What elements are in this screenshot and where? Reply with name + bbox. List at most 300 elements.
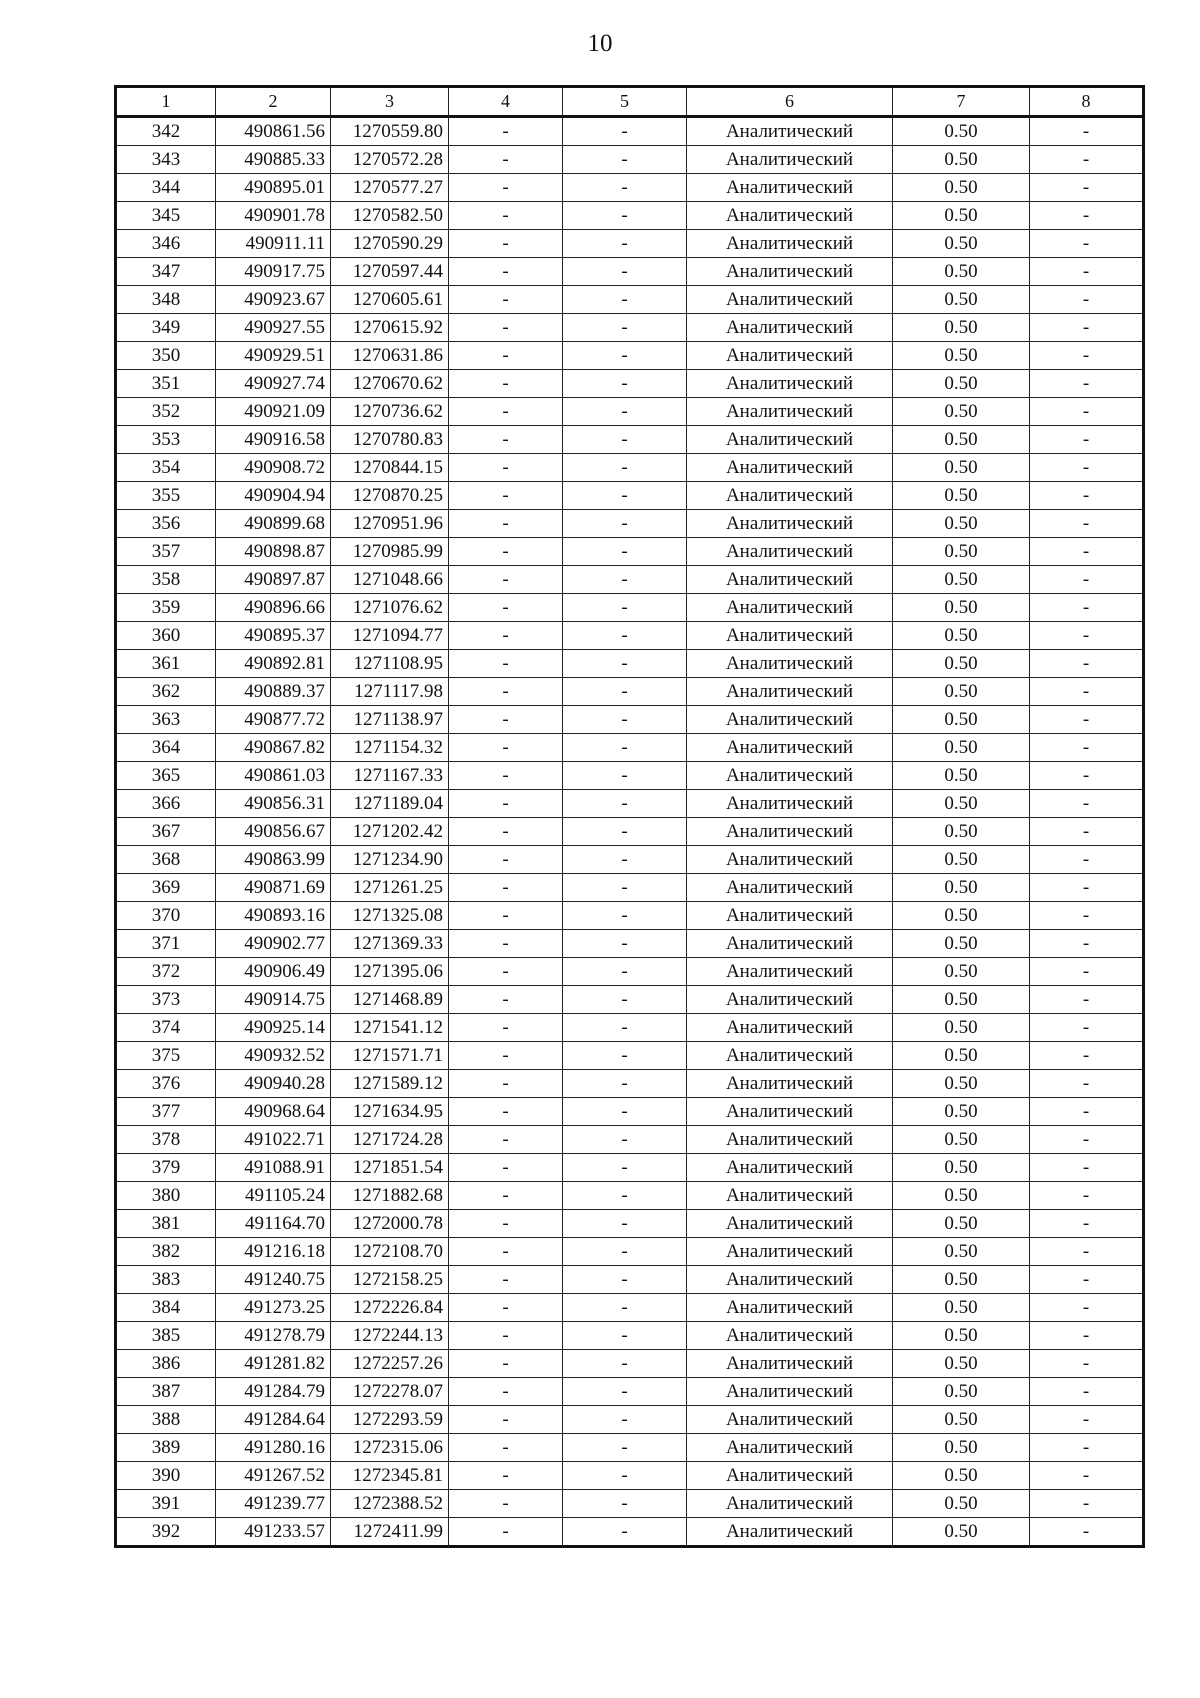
- column-4-cell: -: [449, 117, 563, 146]
- column-4-cell: -: [449, 986, 563, 1014]
- column-8-cell: -: [1030, 874, 1144, 902]
- accuracy-cell: 0.50: [893, 230, 1030, 258]
- x-coordinate-cell: 490923.67: [216, 286, 331, 314]
- point-number-cell: 385: [116, 1322, 216, 1350]
- point-number-cell: 360: [116, 622, 216, 650]
- table-row: [116, 1378, 1144, 1406]
- column-5-cell: -: [563, 902, 687, 930]
- column-5-cell: -: [563, 622, 687, 650]
- y-coordinate-cell: 1271154.32: [331, 734, 449, 762]
- column-5-cell: -: [563, 538, 687, 566]
- method-cell: Аналитический: [687, 1322, 893, 1350]
- point-number-cell: 354: [116, 454, 216, 482]
- coordinates-table: [114, 85, 1145, 1548]
- point-number-cell: 390: [116, 1462, 216, 1490]
- x-coordinate-cell: 491105.24: [216, 1182, 331, 1210]
- table-row: [116, 230, 1144, 258]
- column-4-cell: -: [449, 1126, 563, 1154]
- point-number-cell: 361: [116, 650, 216, 678]
- x-coordinate-cell: 490899.68: [216, 510, 331, 538]
- y-coordinate-cell: 1271369.33: [331, 930, 449, 958]
- column-5-cell: -: [563, 790, 687, 818]
- y-coordinate-cell: 1270582.50: [331, 202, 449, 230]
- x-coordinate-cell: 490906.49: [216, 958, 331, 986]
- accuracy-cell: 0.50: [893, 258, 1030, 286]
- table-row: [116, 1322, 1144, 1350]
- column-4-cell: -: [449, 258, 563, 286]
- method-cell: Аналитический: [687, 1518, 893, 1547]
- method-cell: Аналитический: [687, 174, 893, 202]
- column-4-cell: -: [449, 426, 563, 454]
- point-number-cell: 381: [116, 1210, 216, 1238]
- column-header: 6: [687, 87, 893, 117]
- x-coordinate-cell: 490895.01: [216, 174, 331, 202]
- y-coordinate-cell: 1271189.04: [331, 790, 449, 818]
- y-coordinate-cell: 1270615.92: [331, 314, 449, 342]
- column-5-cell: -: [563, 146, 687, 174]
- y-coordinate-cell: 1271882.68: [331, 1182, 449, 1210]
- column-5-cell: -: [563, 1182, 687, 1210]
- column-8-cell: -: [1030, 1238, 1144, 1266]
- accuracy-cell: 0.50: [893, 510, 1030, 538]
- accuracy-cell: 0.50: [893, 1350, 1030, 1378]
- column-5-cell: -: [563, 986, 687, 1014]
- table-row: [116, 1098, 1144, 1126]
- column-5-cell: -: [563, 1014, 687, 1042]
- y-coordinate-cell: 1271325.08: [331, 902, 449, 930]
- column-4-cell: -: [449, 762, 563, 790]
- point-number-cell: 367: [116, 818, 216, 846]
- accuracy-cell: 0.50: [893, 1518, 1030, 1547]
- table-row: [116, 370, 1144, 398]
- accuracy-cell: 0.50: [893, 482, 1030, 510]
- point-number-cell: 376: [116, 1070, 216, 1098]
- x-coordinate-cell: 491284.64: [216, 1406, 331, 1434]
- y-coordinate-cell: 1271234.90: [331, 846, 449, 874]
- table-row: [116, 678, 1144, 706]
- column-8-cell: -: [1030, 566, 1144, 594]
- point-number-cell: 382: [116, 1238, 216, 1266]
- column-5-cell: -: [563, 1490, 687, 1518]
- table-row: [116, 202, 1144, 230]
- y-coordinate-cell: 1271541.12: [331, 1014, 449, 1042]
- table-row: [116, 538, 1144, 566]
- method-cell: Аналитический: [687, 594, 893, 622]
- column-5-cell: -: [563, 734, 687, 762]
- column-8-cell: -: [1030, 1098, 1144, 1126]
- y-coordinate-cell: 1270780.83: [331, 426, 449, 454]
- point-number-cell: 351: [116, 370, 216, 398]
- table-row: [116, 1126, 1144, 1154]
- table-row: [116, 986, 1144, 1014]
- x-coordinate-cell: 490921.09: [216, 398, 331, 426]
- column-4-cell: -: [449, 958, 563, 986]
- table-row: [116, 117, 1144, 146]
- table-row: [116, 174, 1144, 202]
- method-cell: Аналитический: [687, 790, 893, 818]
- column-5-cell: -: [563, 1350, 687, 1378]
- table-row: [116, 1154, 1144, 1182]
- y-coordinate-cell: 1271048.66: [331, 566, 449, 594]
- column-8-cell: -: [1030, 1154, 1144, 1182]
- x-coordinate-cell: 490889.37: [216, 678, 331, 706]
- point-number-cell: 345: [116, 202, 216, 230]
- x-coordinate-cell: 491281.82: [216, 1350, 331, 1378]
- accuracy-cell: 0.50: [893, 1266, 1030, 1294]
- y-coordinate-cell: 1272345.81: [331, 1462, 449, 1490]
- y-coordinate-cell: 1272226.84: [331, 1294, 449, 1322]
- column-8-cell: -: [1030, 594, 1144, 622]
- y-coordinate-cell: 1272278.07: [331, 1378, 449, 1406]
- column-5-cell: -: [563, 1042, 687, 1070]
- method-cell: Аналитический: [687, 1042, 893, 1070]
- point-number-cell: 348: [116, 286, 216, 314]
- method-cell: Аналитический: [687, 314, 893, 342]
- accuracy-cell: 0.50: [893, 930, 1030, 958]
- column-4-cell: -: [449, 1182, 563, 1210]
- method-cell: Аналитический: [687, 566, 893, 594]
- point-number-cell: 346: [116, 230, 216, 258]
- column-4-cell: -: [449, 790, 563, 818]
- method-cell: Аналитический: [687, 986, 893, 1014]
- method-cell: Аналитический: [687, 1070, 893, 1098]
- table-row: [116, 1406, 1144, 1434]
- x-coordinate-cell: 491273.25: [216, 1294, 331, 1322]
- column-4-cell: -: [449, 1406, 563, 1434]
- table-row: [116, 398, 1144, 426]
- point-number-cell: 356: [116, 510, 216, 538]
- column-8-cell: -: [1030, 230, 1144, 258]
- column-8-cell: -: [1030, 1406, 1144, 1434]
- accuracy-cell: 0.50: [893, 1126, 1030, 1154]
- column-5-cell: -: [563, 566, 687, 594]
- point-number-cell: 353: [116, 426, 216, 454]
- point-number-cell: 371: [116, 930, 216, 958]
- column-8-cell: -: [1030, 622, 1144, 650]
- column-4-cell: -: [449, 622, 563, 650]
- accuracy-cell: 0.50: [893, 202, 1030, 230]
- y-coordinate-cell: 1271468.89: [331, 986, 449, 1014]
- x-coordinate-cell: 490925.14: [216, 1014, 331, 1042]
- column-4-cell: -: [449, 230, 563, 258]
- x-coordinate-cell: 491278.79: [216, 1322, 331, 1350]
- column-8-cell: -: [1030, 482, 1144, 510]
- accuracy-cell: 0.50: [893, 734, 1030, 762]
- column-header: 8: [1030, 87, 1144, 117]
- x-coordinate-cell: 490877.72: [216, 706, 331, 734]
- accuracy-cell: 0.50: [893, 1490, 1030, 1518]
- column-8-cell: -: [1030, 454, 1144, 482]
- method-cell: Аналитический: [687, 1238, 893, 1266]
- column-5-cell: -: [563, 1266, 687, 1294]
- y-coordinate-cell: 1271261.25: [331, 874, 449, 902]
- accuracy-cell: 0.50: [893, 818, 1030, 846]
- x-coordinate-cell: 491239.77: [216, 1490, 331, 1518]
- x-coordinate-cell: 490867.82: [216, 734, 331, 762]
- column-8-cell: -: [1030, 1378, 1144, 1406]
- column-4-cell: -: [449, 734, 563, 762]
- column-8-cell: -: [1030, 1462, 1144, 1490]
- point-number-cell: 372: [116, 958, 216, 986]
- column-5-cell: -: [563, 958, 687, 986]
- y-coordinate-cell: 1271589.12: [331, 1070, 449, 1098]
- table-row: [116, 1434, 1144, 1462]
- accuracy-cell: 0.50: [893, 1294, 1030, 1322]
- point-number-cell: 355: [116, 482, 216, 510]
- column-5-cell: -: [563, 930, 687, 958]
- method-cell: Аналитический: [687, 734, 893, 762]
- column-5-cell: -: [563, 1098, 687, 1126]
- column-header: 4: [449, 87, 563, 117]
- column-5-cell: -: [563, 230, 687, 258]
- column-8-cell: -: [1030, 258, 1144, 286]
- x-coordinate-cell: 490902.77: [216, 930, 331, 958]
- x-coordinate-cell: 490892.81: [216, 650, 331, 678]
- table-row: [116, 930, 1144, 958]
- accuracy-cell: 0.50: [893, 538, 1030, 566]
- column-8-cell: -: [1030, 314, 1144, 342]
- column-4-cell: -: [449, 1350, 563, 1378]
- table-row: [116, 1490, 1144, 1518]
- column-4-cell: -: [449, 594, 563, 622]
- column-8-cell: -: [1030, 1182, 1144, 1210]
- column-4-cell: -: [449, 1098, 563, 1126]
- column-5-cell: -: [563, 286, 687, 314]
- column-8-cell: -: [1030, 706, 1144, 734]
- table-row: [116, 510, 1144, 538]
- accuracy-cell: 0.50: [893, 1434, 1030, 1462]
- y-coordinate-cell: 1272244.13: [331, 1322, 449, 1350]
- y-coordinate-cell: 1272158.25: [331, 1266, 449, 1294]
- accuracy-cell: 0.50: [893, 342, 1030, 370]
- y-coordinate-cell: 1270577.27: [331, 174, 449, 202]
- column-5-cell: -: [563, 1126, 687, 1154]
- x-coordinate-cell: 490932.52: [216, 1042, 331, 1070]
- accuracy-cell: 0.50: [893, 650, 1030, 678]
- accuracy-cell: 0.50: [893, 622, 1030, 650]
- x-coordinate-cell: 490916.58: [216, 426, 331, 454]
- x-coordinate-cell: 490895.37: [216, 622, 331, 650]
- accuracy-cell: 0.50: [893, 1014, 1030, 1042]
- column-5-cell: -: [563, 1154, 687, 1182]
- y-coordinate-cell: 1272411.99: [331, 1518, 449, 1547]
- x-coordinate-cell: 490927.74: [216, 370, 331, 398]
- column-4-cell: -: [449, 1518, 563, 1547]
- x-coordinate-cell: 490968.64: [216, 1098, 331, 1126]
- column-4-cell: -: [449, 174, 563, 202]
- column-4-cell: -: [449, 342, 563, 370]
- y-coordinate-cell: 1271202.42: [331, 818, 449, 846]
- table-row: [116, 1042, 1144, 1070]
- accuracy-cell: 0.50: [893, 846, 1030, 874]
- column-8-cell: -: [1030, 1350, 1144, 1378]
- accuracy-cell: 0.50: [893, 426, 1030, 454]
- column-8-cell: -: [1030, 762, 1144, 790]
- column-8-cell: -: [1030, 1518, 1144, 1547]
- column-4-cell: -: [449, 1042, 563, 1070]
- column-5-cell: -: [563, 874, 687, 902]
- method-cell: Аналитический: [687, 1014, 893, 1042]
- point-number-cell: 383: [116, 1266, 216, 1294]
- table-row: [116, 874, 1144, 902]
- column-4-cell: -: [449, 1378, 563, 1406]
- column-5-cell: -: [563, 762, 687, 790]
- column-8-cell: -: [1030, 734, 1144, 762]
- point-number-cell: 342: [116, 117, 216, 146]
- accuracy-cell: 0.50: [893, 874, 1030, 902]
- column-8-cell: -: [1030, 790, 1144, 818]
- point-number-cell: 357: [116, 538, 216, 566]
- column-8-cell: -: [1030, 174, 1144, 202]
- x-coordinate-cell: 491240.75: [216, 1266, 331, 1294]
- column-5-cell: -: [563, 1210, 687, 1238]
- column-4-cell: -: [449, 482, 563, 510]
- point-number-cell: 347: [116, 258, 216, 286]
- x-coordinate-cell: 490896.66: [216, 594, 331, 622]
- column-5-cell: -: [563, 342, 687, 370]
- column-5-cell: -: [563, 818, 687, 846]
- method-cell: Аналитический: [687, 146, 893, 174]
- y-coordinate-cell: 1271076.62: [331, 594, 449, 622]
- method-cell: Аналитический: [687, 538, 893, 566]
- x-coordinate-cell: 490908.72: [216, 454, 331, 482]
- column-5-cell: -: [563, 314, 687, 342]
- column-4-cell: -: [449, 650, 563, 678]
- x-coordinate-cell: 491267.52: [216, 1462, 331, 1490]
- column-4-cell: -: [449, 1266, 563, 1294]
- column-4-cell: -: [449, 1154, 563, 1182]
- y-coordinate-cell: 1271634.95: [331, 1098, 449, 1126]
- accuracy-cell: 0.50: [893, 1182, 1030, 1210]
- accuracy-cell: 0.50: [893, 398, 1030, 426]
- y-coordinate-cell: 1270951.96: [331, 510, 449, 538]
- column-8-cell: -: [1030, 370, 1144, 398]
- column-5-cell: -: [563, 678, 687, 706]
- column-8-cell: -: [1030, 538, 1144, 566]
- method-cell: Аналитический: [687, 846, 893, 874]
- table-row: [116, 482, 1144, 510]
- column-5-cell: -: [563, 454, 687, 482]
- point-number-cell: 379: [116, 1154, 216, 1182]
- x-coordinate-cell: 490904.94: [216, 482, 331, 510]
- method-cell: Аналитический: [687, 1126, 893, 1154]
- column-5-cell: -: [563, 1462, 687, 1490]
- column-4-cell: -: [449, 454, 563, 482]
- column-4-cell: -: [449, 1490, 563, 1518]
- column-8-cell: -: [1030, 286, 1144, 314]
- column-5-cell: -: [563, 1322, 687, 1350]
- accuracy-cell: 0.50: [893, 286, 1030, 314]
- y-coordinate-cell: 1272108.70: [331, 1238, 449, 1266]
- accuracy-cell: 0.50: [893, 1378, 1030, 1406]
- point-number-cell: 344: [116, 174, 216, 202]
- column-4-cell: -: [449, 566, 563, 594]
- method-cell: Аналитический: [687, 818, 893, 846]
- x-coordinate-cell: 490917.75: [216, 258, 331, 286]
- table-row: [116, 818, 1144, 846]
- table-row: [116, 426, 1144, 454]
- table-row: [116, 314, 1144, 342]
- column-5-cell: -: [563, 510, 687, 538]
- point-number-cell: 388: [116, 1406, 216, 1434]
- column-8-cell: -: [1030, 1266, 1144, 1294]
- page-number: 10: [587, 30, 613, 57]
- column-8-cell: -: [1030, 1014, 1144, 1042]
- column-4-cell: -: [449, 1434, 563, 1462]
- column-4-cell: -: [449, 818, 563, 846]
- y-coordinate-cell: 1270605.61: [331, 286, 449, 314]
- y-coordinate-cell: 1270631.86: [331, 342, 449, 370]
- table-row: [116, 958, 1144, 986]
- y-coordinate-cell: 1271108.95: [331, 650, 449, 678]
- method-cell: Аналитический: [687, 1378, 893, 1406]
- accuracy-cell: 0.50: [893, 986, 1030, 1014]
- point-number-cell: 386: [116, 1350, 216, 1378]
- column-5-cell: -: [563, 117, 687, 146]
- column-8-cell: -: [1030, 650, 1144, 678]
- column-5-cell: -: [563, 1406, 687, 1434]
- y-coordinate-cell: 1270844.15: [331, 454, 449, 482]
- table-row: [116, 706, 1144, 734]
- table-row: [116, 286, 1144, 314]
- column-5-cell: -: [563, 650, 687, 678]
- x-coordinate-cell: 490856.67: [216, 818, 331, 846]
- accuracy-cell: 0.50: [893, 454, 1030, 482]
- y-coordinate-cell: 1272315.06: [331, 1434, 449, 1462]
- point-number-cell: 352: [116, 398, 216, 426]
- x-coordinate-cell: 490861.56: [216, 117, 331, 146]
- x-coordinate-cell: 490914.75: [216, 986, 331, 1014]
- y-coordinate-cell: 1272293.59: [331, 1406, 449, 1434]
- x-coordinate-cell: 490871.69: [216, 874, 331, 902]
- accuracy-cell: 0.50: [893, 1070, 1030, 1098]
- x-coordinate-cell: 490927.55: [216, 314, 331, 342]
- column-5-cell: -: [563, 1238, 687, 1266]
- method-cell: Аналитический: [687, 1434, 893, 1462]
- x-coordinate-cell: 490893.16: [216, 902, 331, 930]
- method-cell: Аналитический: [687, 1350, 893, 1378]
- accuracy-cell: 0.50: [893, 958, 1030, 986]
- method-cell: Аналитический: [687, 482, 893, 510]
- point-number-cell: 389: [116, 1434, 216, 1462]
- column-4-cell: -: [449, 538, 563, 566]
- accuracy-cell: 0.50: [893, 370, 1030, 398]
- column-5-cell: -: [563, 202, 687, 230]
- column-4-cell: -: [449, 1462, 563, 1490]
- method-cell: Аналитический: [687, 678, 893, 706]
- point-number-cell: 368: [116, 846, 216, 874]
- y-coordinate-cell: 1272257.26: [331, 1350, 449, 1378]
- method-cell: Аналитический: [687, 202, 893, 230]
- accuracy-cell: 0.50: [893, 1322, 1030, 1350]
- column-header: 3: [331, 87, 449, 117]
- point-number-cell: 377: [116, 1098, 216, 1126]
- column-8-cell: -: [1030, 146, 1144, 174]
- column-4-cell: -: [449, 398, 563, 426]
- column-8-cell: -: [1030, 846, 1144, 874]
- y-coordinate-cell: 1270870.25: [331, 482, 449, 510]
- point-number-cell: 370: [116, 902, 216, 930]
- x-coordinate-cell: 491233.57: [216, 1518, 331, 1547]
- table-row: [116, 650, 1144, 678]
- x-coordinate-cell: 491164.70: [216, 1210, 331, 1238]
- point-number-cell: 384: [116, 1294, 216, 1322]
- method-cell: Аналитический: [687, 958, 893, 986]
- y-coordinate-cell: 1271138.97: [331, 706, 449, 734]
- method-cell: Аналитический: [687, 1182, 893, 1210]
- y-coordinate-cell: 1271724.28: [331, 1126, 449, 1154]
- accuracy-cell: 0.50: [893, 1462, 1030, 1490]
